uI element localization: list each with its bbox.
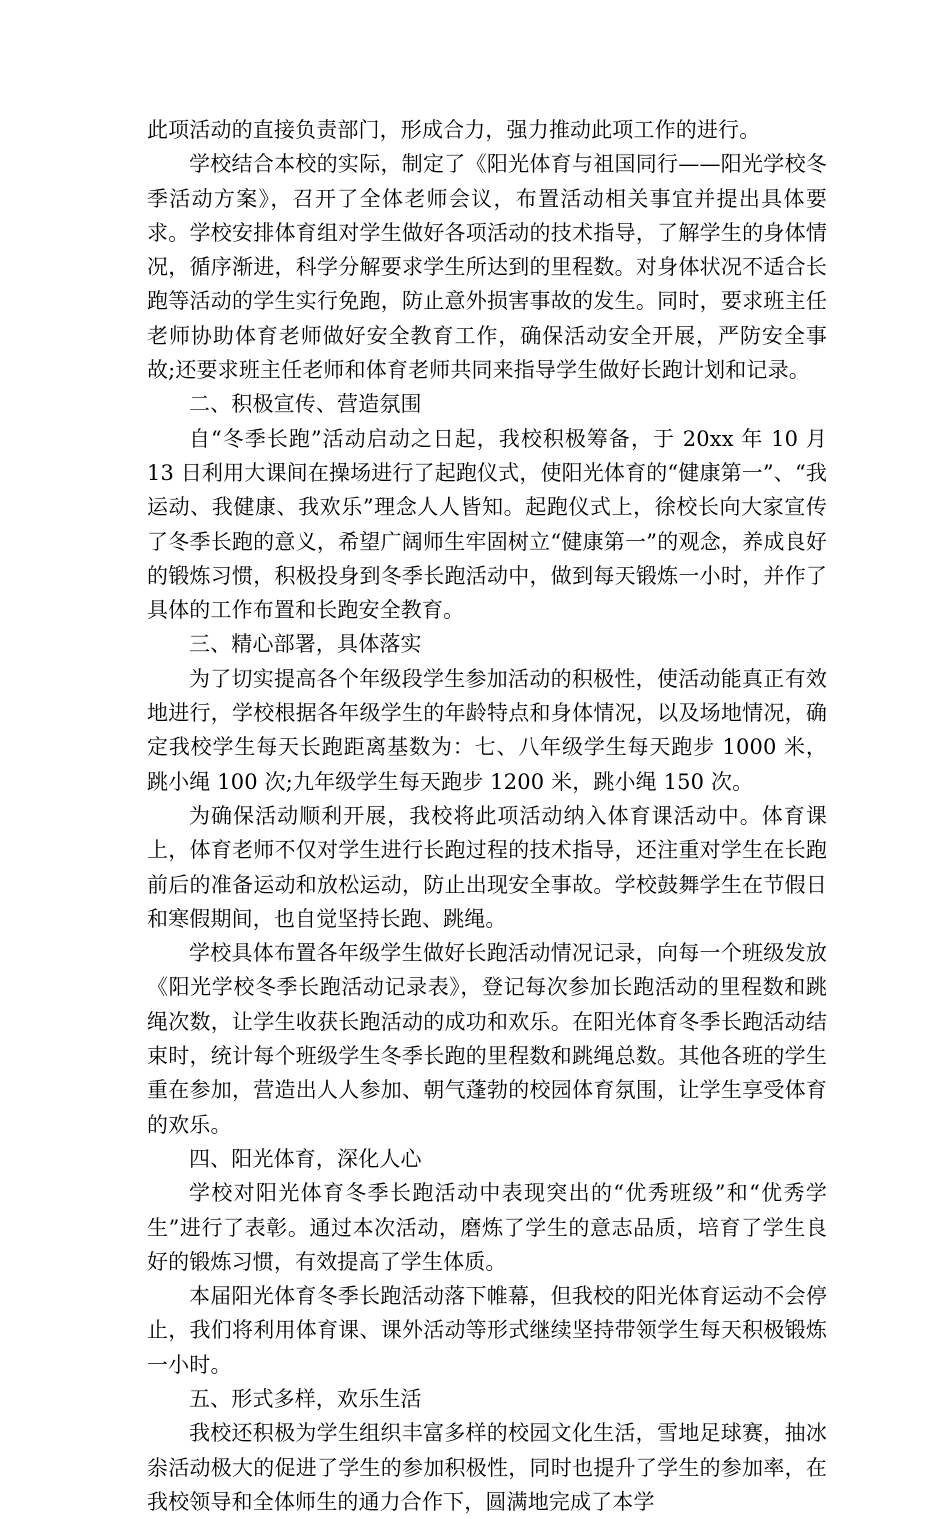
document-body [147, 113, 827, 1519]
paragraph-culture: 我校还积极为学生组织丰富多样的校园文化生活，雪地足球赛，抽冰尜活动极大的促进了学生的参加积极性，同时也提升了学生的参加率，在我校领导和全体师生的通力合作下，圆满地完成了本学 [147, 1421, 827, 1514]
paragraph-records: 学校具体布置各年级学生做好长跑活动情况记录，向每一个班级发放《阳光学校冬季长跑活动记录表》，登记每次参加长跑活动的里程数和跳绳次数，让学生收获长跑活动的成功和欢乐。在阳光体育冬季长跑活动结束时，统计每个班级学生冬季长跑的里程数和跳绳总数。其他各班的学生重在参加，营造出人人参加、朝气蓬勃的校园体育氛围，让学生享受体育的欢乐。 [147, 941, 827, 1137]
paragraph-ceremony: 自“冬季长跑”活动启动之日起，我校积极筹备，于 20xx 年 10 月 13 日利用大课间在操场进行了起跑仪式，使阳光体育的“健康第一”、“我运动、我健康、我欢乐”理念人人皆知。起跑仪式上，徐校长向大家宣传了冬季长跑的意义，希望广阔师生牢固树立“健康第一”的观念，养成良好的锻炼习惯，积极投身到冬季长跑活动中，做到每天锻炼一小时，并作了具体的工作布置和长跑安全教育。 [147, 426, 827, 623]
section-heading-2: 二、积极宣传、营造氛围 [189, 392, 422, 417]
paragraph-pe-class: 为确保活动顺利开展，我校将此项活动纳入体育课活动中。体育课上，体育老师不仅对学生进行长跑过程的技术指导，还注重对学生在长跑前后的准备运动和放松运动，防止出现安全事故。学校鼓舞学生在节假日和寒假期间，也自觉坚持长跑、跳绳。 [147, 803, 827, 931]
section-heading-4: 四、阳光体育，深化人心 [189, 1146, 422, 1171]
section-heading-5: 五、形式多样，欢乐生活 [189, 1386, 422, 1411]
paragraph-distance: 为了切实提高各个年级段学生参加活动的积极性，使活动能真正有效地进行，学校根据各年级学生的年龄特点和身体情况，以及场地情况，确定我校学生每天长跑距离基数为：七、八年级学生每天跑步 1000 米，跳小绳 100 次;九年级学生每天跑步 1200 米，跳小绳 150 次。 [147, 666, 827, 794]
paragraph-plan: 学校结合本校的实际，制定了《阳光体育与祖国同行——阳光学校冬季活动方案》，召开了全体老师会议，布置活动相关事宜并提出具体要求。学校安排体育组对学生做好各项活动的技术指导，了解学生的身体情况，循序渐进，科学分解要求学生所达到的里程数。对身体状况不适合长跑等活动的学生实行免跑，防止意外损害事故的发生。同时，要求班主任老师协助体育老师做好安全教育工作，确保活动安全开展，严防安全事故;还要求班主任老师和体育老师共同来指导学生做好长跑计划和记录。 [147, 152, 827, 383]
paragraph-awards: 学校对阳光体育冬季长跑活动中表现突出的“优秀班级”和“优秀学生”进行了表彰。通过本次活动，磨炼了学生的意志品质，培育了学生良好的锻炼习惯，有效提高了学生体质。 [147, 1181, 827, 1274]
section-heading-3: 三、精心部署，具体落实 [189, 632, 422, 657]
paragraph-continue: 本届阳光体育冬季长跑活动落下帷幕，但我校的阳光体育运动不会停止，我们将利用体育课、课外活动等形式继续坚持带领学生每天积极锻炼一小时。 [147, 1284, 827, 1377]
paragraph-continuation: 此项活动的直接负责部门，形成合力，强力推动此项工作的进行。 [147, 118, 761, 142]
